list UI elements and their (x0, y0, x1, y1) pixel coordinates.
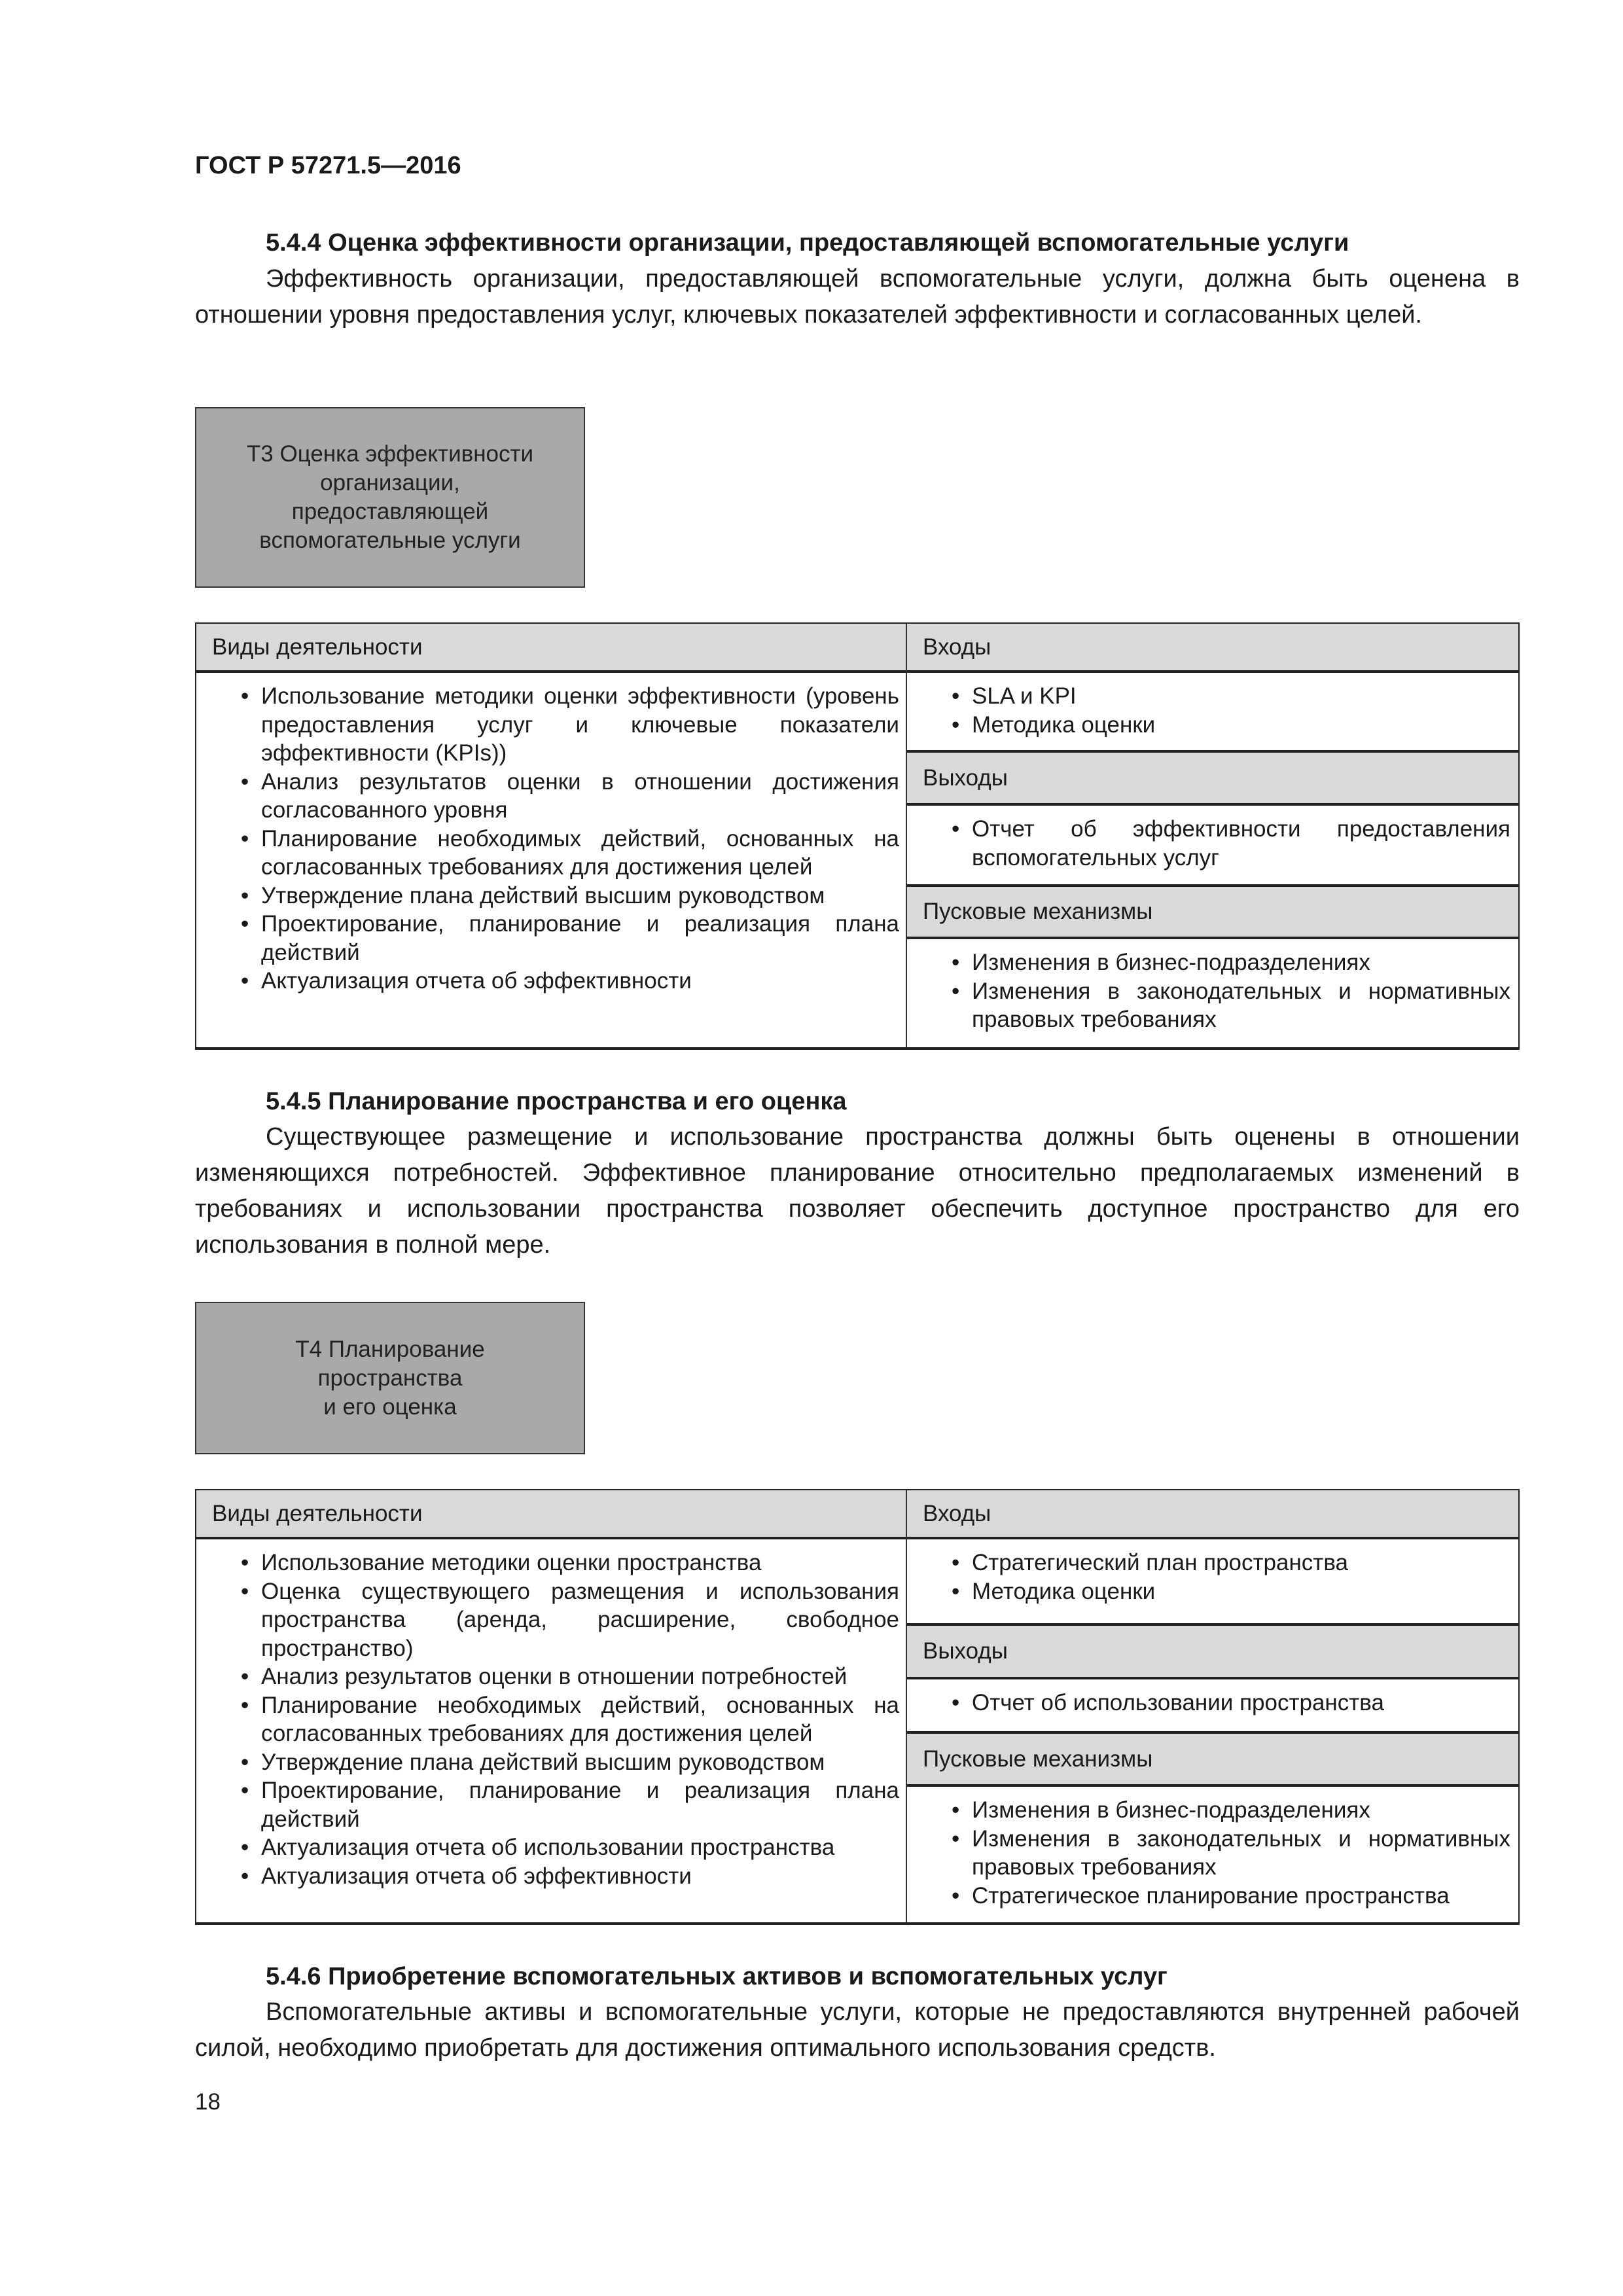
outputs-cell (907, 806, 1518, 887)
trigger-list (907, 948, 1510, 1034)
activity-item: • Планирование необходимых действий, основанных на согласованных требованиях для достижения целей (196, 1691, 899, 1748)
outputs-cell (907, 1679, 1518, 1734)
output-item: • Отчет об использовании пространства (907, 1689, 1510, 1717)
inputs-cell (907, 673, 1518, 753)
activity-list (196, 682, 899, 996)
box-line: предоставляющей (291, 499, 489, 524)
activity-item: • Актуализация отчета об использовании пространства (196, 1833, 899, 1862)
activity-item: • Утверждение плана действий высшим руководством (196, 1748, 899, 1777)
page-number: 18 (195, 2089, 221, 2115)
box-line: Т4 Планирование (295, 1336, 485, 1362)
section-heading-5-4-4: 5.4.4 Оценка эффективности организации, предоставляющей вспомогательные услуги (266, 229, 1349, 257)
outputs-header: Выходы (907, 1626, 1518, 1679)
output-list (907, 815, 1510, 872)
box-line: Т3 Оценка эффективности (246, 441, 534, 467)
inputs-header: Входы (907, 624, 1518, 673)
trigger-list (907, 1796, 1510, 1910)
io-column (907, 624, 1518, 1047)
section-heading-5-4-5: 5.4.5 Планирование пространства и его оценка (266, 1088, 847, 1115)
process-table-t4 (195, 1489, 1520, 1925)
triggers-header: Пусковые механизмы (907, 1734, 1518, 1787)
io-column (907, 1490, 1518, 1922)
input-item: • Методика оценки (907, 1577, 1510, 1606)
activities-cell (196, 673, 906, 1047)
activity-item: • Актуализация отчета об эффективности (196, 1862, 899, 1891)
activities-column (196, 1490, 907, 1922)
activity-item: • Оценка существующего размещения и использования пространства (аренда, расширение, свободное пространство) (196, 1577, 899, 1663)
input-item: • SLA и KPI (907, 682, 1510, 711)
activity-item: • Проектирование, планирование и реализация плана действий (196, 1776, 899, 1833)
input-list (907, 682, 1510, 739)
activity-item: • Анализ результатов оценки в отношении достижения согласованного уровня (196, 768, 899, 825)
output-item: • Отчет об эффективности предоставления вспомогательных услуг (907, 815, 1510, 872)
process-box-t4 (195, 1302, 585, 1454)
activity-list (196, 1549, 899, 1890)
triggers-header: Пусковые механизмы (907, 887, 1518, 939)
process-table-t3 (195, 622, 1520, 1050)
box-line: организации, (320, 470, 460, 495)
trigger-item: • Изменения в законодательных и нормативных правовых требованиях (907, 977, 1510, 1034)
section-heading-5-4-6: 5.4.6 Приобретение вспомогательных активов и вспомогательных услуг (266, 1963, 1168, 1990)
box-line: пространства (317, 1365, 463, 1391)
box-line: вспомогательные услуги (259, 528, 521, 553)
triggers-cell (907, 1787, 1518, 1922)
triggers-cell (907, 939, 1518, 1047)
output-list (907, 1689, 1510, 1717)
input-list (907, 1549, 1510, 1605)
activities-header: Виды деятельности (196, 624, 906, 673)
activities-cell (196, 1539, 906, 1922)
document-code: ГОСТ Р 57271.5—2016 (195, 152, 461, 179)
activity-item: • Утверждение плана действий высшим руководством (196, 882, 899, 910)
input-item: • Стратегический план пространства (907, 1549, 1510, 1577)
activity-item: • Проектирование, планирование и реализация плана действий (196, 910, 899, 967)
trigger-item: • Стратегическое планирование пространства (907, 1882, 1510, 1910)
trigger-item: • Изменения в бизнес-подразделениях (907, 948, 1510, 977)
activity-item: • Анализ результатов оценки в отношении потребностей (196, 1662, 899, 1691)
input-item: • Методика оценки (907, 711, 1510, 740)
inputs-cell (907, 1539, 1518, 1626)
trigger-item: • Изменения в законодательных и нормативных правовых требованиях (907, 1825, 1510, 1882)
activity-item: • Актуализация отчета об эффективности (196, 967, 899, 996)
section-paragraph-5-4-6: Вспомогательные активы и вспомогательные услуги, которые не предоставляются внутренней рабочей силой, необходимо приобретать для достижения оптимального использования средств. (195, 1998, 1520, 2062)
trigger-item: • Изменения в бизнес-подразделениях (907, 1796, 1510, 1825)
activities-header: Виды деятельности (196, 1490, 906, 1539)
activity-item: • Планирование необходимых действий, основанных на согласованных требованиях для достижения целей (196, 825, 899, 882)
section-paragraph-5-4-4: Эффективность организации, предоставляющей вспомогательные услуги, должна быть оценена в отношении уровня предоставления услуг, ключевых показателей эффективности и согласованных целей. (195, 265, 1520, 329)
activities-column (196, 624, 907, 1047)
outputs-header: Выходы (907, 753, 1518, 806)
process-box-t3 (195, 407, 585, 588)
section-paragraph-5-4-5: Существующее размещение и использование пространства должны быть оценены в отношении изменяющихся потребностей. Эффективное планирование относительно предполагаемых изменений в требованиях и использовании пространства позволяет обеспечить доступное пространство для его использования в полной мере. (195, 1123, 1520, 1259)
activity-item: • Использование методики оценки пространства (196, 1549, 899, 1577)
inputs-header: Входы (907, 1490, 1518, 1539)
box-line: и его оценка (323, 1393, 457, 1420)
activity-item: • Использование методики оценки эффективности (уровень предоставления услуг и ключевые показатели эффективности (KPIs)) (196, 682, 899, 768)
